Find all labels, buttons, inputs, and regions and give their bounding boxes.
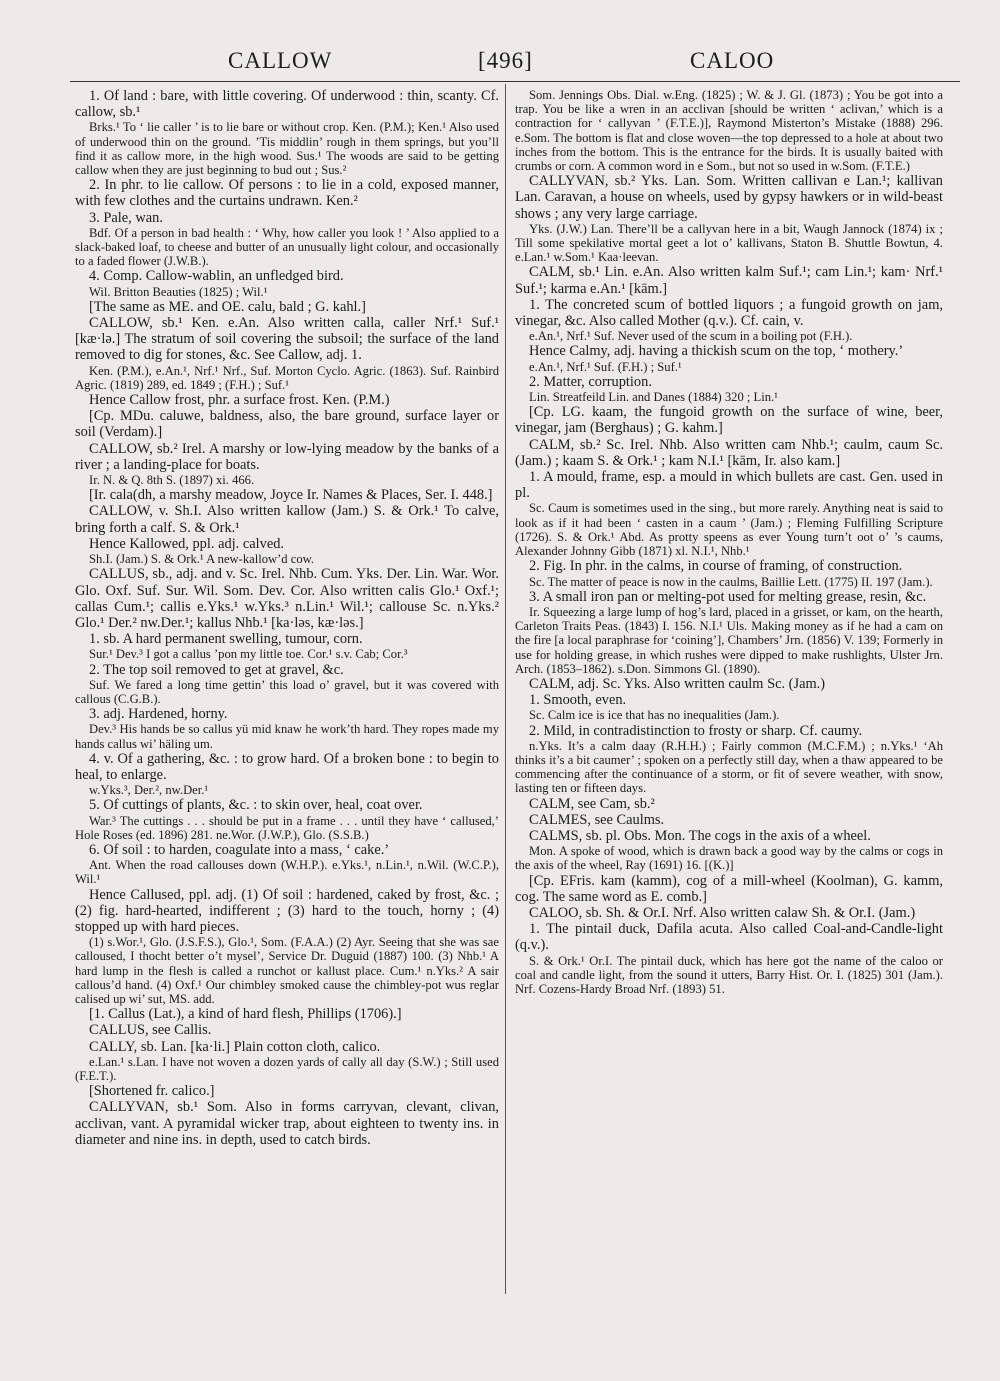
dictionary-entry: CALLUS, sb., adj. and v. Sc. Irel. Nhb. Cum. Yks. Der. Lin. War. Wor. Glo. Oxf. Suf. Sur. Wil. Som. Dev. Cor. Also written calis Glo.¹ Oxf.¹; callas Cum.¹; callis e.Yks.¹ w.Yks.³ n.Lin.¹ Wil.¹; callouse Sc. n.Yks.² Glo.¹ Der.² nw.Der.¹; kallus Nhb.¹ [ka·ləs, kæ·ləs.] [75,566,499,631]
dictionary-entry: CALM, see Cam, sb.² [529,795,655,812]
dictionary-sense: 2. The top soil removed to get at gravel, &c. [89,661,344,678]
dictionary-entry: CALLYVAN, sb.² Yks. Lan. Som. Written callivan e Lan.¹; kallivan Lan. Caravan, a house on wheels, used by gypsy hawkers or in wild-beast shows ; any very large carriage. [515,173,943,222]
dictionary-sense: 3. A small iron pan or melting-pot used for melting grease, resin, &c. [529,588,927,605]
dictionary-cite: e.Lan.¹ s.Lan. I have not woven a dozen yards of cally all day (S.W.) ; Still used (F.E.T.). [75,1054,499,1083]
dictionary-cite: Dev.³ His hands be so callus yü mid knaw he work’th hard. They ropes made my hands callus wi’ häling um. [75,722,499,751]
dictionary-entry: CALLOW, sb.¹ Ken. e.An. Also written calla, caller Nrf.¹ Suf.¹ [kæ·lə.] The stratum of soil covering the subsoil; the surface of the land removed to dig for stones, &c. See Callow, adj. 1. [75,315,499,364]
dictionary-sense: Hence Kallowed, ppl. adj. calved. [89,535,284,552]
running-header [70,44,960,84]
dictionary-cite: n.Yks. It’s a calm daay (R.H.H.) ; Fairly common (M.C.F.M.) ; n.Yks.¹ ‘Ah thinks it’s a bit caumer’ ; spoken on a perfectly still day, when a thaw appeared to be commencing after the continuance of a storm, or fit of severe weather, with snow, lasting ten or fifteen days. [515,738,943,796]
dictionary-sense: Hence Callused, ppl. adj. (1) Of soil : hardened, caked by frost, &c. ; (2) fig. hard-hearted, indifferent ; (3) hard to the touch, horny ; (4) stopped up with hard pieces. [75,886,499,935]
dictionary-sense: 6. Of soil : to harden, coagulate into a mass, ‘ cake.’ [89,841,390,858]
dictionary-cite: Sc. The matter of peace is now in the caulms, Baillie Lett. (1775) II. 197 (Jam.). [529,574,933,589]
dictionary-cite: Sc. Caum is sometimes used in the sing., but more rarely. Anything neat is said to look as if it had been ‘ casten in a caum ’ (Jam.) ; Fleming Fulfilling Scripture (1726). S. & Ork.¹ Abd. As protty speens as ever Young turn’t oot o’ ’s caums, Alexander Johnny Gibb (1871) xl. N.I.¹, Nhb.¹ [515,501,943,559]
dictionary-cite: S. & Ork.¹ Or.I. The pintail duck, which has here got the name of the caloo or coal and candle light, from the sound it utters, Barry Hist. Or. I. (1825) 301 (Jam.). Nrf. Cozens-Hardy Broad Nrf. (1893) 51. [515,953,943,996]
dictionary-sense: 5. Of cuttings of plants, &c. : to skin over, heal, coat over. [89,797,423,814]
dictionary-sense: [Shortened fr. calico.] [89,1083,215,1100]
dictionary-entry: CALLYVAN, sb.¹ Som. Also in forms carryvan, clevant, clivan, acclivan, vant. A pyramidal wicker trap, about eighteen to twenty ins. in diameter and nine ins. in depth, used to catch birds. [75,1099,499,1148]
dictionary-cite: Mon. A spoke of wood, which is drawn back a good way by the calms or cogs in the axis of the wheel, Ray (1691) 16. [(K.)] [515,844,943,873]
dictionary-entry: CALLY, sb. Lan. [ka·li.] Plain cotton cloth, calico. [89,1038,381,1055]
dictionary-sense: 1. sb. A hard permanent swelling, tumour, corn. [89,631,363,648]
header-left-headword: CALLOW [228,48,333,73]
dictionary-sense: [The same as ME. and OE. calu, bald ; G. kahl.] [89,298,366,315]
dictionary-entry: CALMES, see Caulms. [529,811,665,828]
dictionary-entry: CALM, adj. Sc. Yks. Also written caulm Sc. (Jam.) [529,675,826,692]
dictionary-sense: 1. The pintail duck, Dafila acuta. Also called Coal-and-Candle-light (q.v.). [515,921,943,954]
dictionary-entry: CALM, sb.² Sc. Irel. Nhb. Also written cam Nhb.¹; caulm, caum Sc. (Jam.) ; kaam S. & Ork.¹ ; kam N.I.¹ [kām, Ir. also kam.] [515,436,943,469]
dictionary-entry: CALM, sb.¹ Lin. e.An. Also written kalm Suf.¹; cam Lin.¹; kam· Nrf.¹ Suf.¹; karma e.An.¹ [kām.] [515,264,943,297]
dictionary-sense: 4. Comp. Callow-wablin, an unfledged bird. [89,268,344,285]
dictionary-sense: [Cp. EFris. kam (kamm), cog of a mill-wheel (Koolman), G. kamm, cog. The same word as E. comb.] [515,872,943,905]
dictionary-cite: Ant. When the road callouses down (W.H.P.). e.Yks.¹, n.Lin.¹, n.Wil. (W.C.P.), Wil.¹ [75,858,499,887]
dictionary-cite: Yks. (J.W.) Lan. There’ll be a callyvan here in a bit, Waugh Jannock (1874) ix ; Till some spekilative mortal geet a lot o’ kallivans, Staton B. Shuttle Bowtun, 4. e.Lan.¹ w.Som.¹ Kaa·leevan. [515,221,943,265]
dictionary-sense: 3. adj. Hardened, horny. [89,706,228,723]
dictionary-sense: 4. v. Of a gathering, &c. : to grow hard. Of a broken bone : to begin to heal, to enlarge. [75,750,499,783]
column-divider [505,84,506,1294]
dictionary-sense: 1. Of land : bare, with little covering. Of underwood : thin, scanty. Cf. callow, sb.¹ [75,88,499,121]
dictionary-cite: e.An.¹, Nrf.¹ Suf. Never used of the scum in a boiling pot (F.H.). [529,329,853,344]
dictionary-cite: e.An.¹, Nrf.¹ Suf. (F.H.) ; Suf.¹ [529,359,682,374]
dictionary-cite: Sur.¹ Dev.³ I got a callus ’pon my little toe. Cor.¹ s.v. Cab; Cor.³ [89,647,408,662]
dictionary-cite: Ir. Squeezing a large lump of hog’s lard, placed in a grisset, or kam, on the hearth, Carleton Traits Peas. (1843) I. 156. N.I.¹ Uls. Making money as if he had a cam on the fire [a local paraphrase for ‘coining’], Chambers’ Jrn. (1856) V. 139; Formerly in use for holding grease, in which rushes were dipped to make rushlights, Ulster Jrn. Arch. (1853–1862). s.Don. Simmons Gl. (1890). [515,604,943,676]
dictionary-entry: CALOO, sb. Sh. & Or.I. Nrf. Also written calaw Sh. & Or.I. (Jam.) [529,904,916,921]
dictionary-sense: 3. Pale, wan. [89,209,163,226]
dictionary-sense: Hence Callow frost, phr. a surface frost. Ken. (P.M.) [89,392,390,409]
dictionary-sense: 2. Fig. In phr. in the calms, in course of framing, of construction. [529,558,903,575]
dictionary-cite: Som. Jennings Obs. Dial. w.Eng. (1825) ; W. & J. Gl. (1873) ; You be got into a trap. You be like a wren in an acclivan [should be written ‘ aclivan,’ which is a contraction for ‘ callyvan ’ (F.T.E.)], Raymond Misterton’s Mistake (1888) 296. e.Som. The bottom is flat and close woven—the top depressed to a hole at about two inches from the bottom. This is the entrance for the birds. It is usually baited with crumbs or corn. A common word in e Som., but not so used in w.Som. (F.T.E.) [515,88,943,174]
dictionary-cite: Sh.I. (Jam.) S. & Ork.¹ A new-kallow’d cow. [89,552,315,567]
dictionary-cite: Sc. Calm ice is ice that has no inequalities (Jam.). [529,708,780,723]
dictionary-cite: Suf. We fared a long time gettin’ this load o’ gravel, but it was covered with callous (C.G.B.). [75,677,499,706]
dictionary-cite: War.³ The cuttings . . . should be put in a frame . . . until they have ‘ callused,’ Hole Roses (ed. 1896) 281. ne.Wor. (J.W.P.), Glo. (S.S.B.) [75,813,499,842]
dictionary-sense: [Ir. cala(dh, a marshy meadow, Joyce Ir. Names & Places, Ser. I. 448.] [89,487,493,504]
dictionary-entry: CALLOW, sb.² Irel. A marshy or low-lying meadow by the banks of a river ; a landing-place for boats. [75,440,499,473]
dictionary-cite: (1) s.Wor.¹, Glo. (J.S.F.S.), Glo.¹, Som. (F.A.A.) (2) Ayr. Seeing that she was sae calloused, I thocht better o’t mysel’, Service Dr. Duguid (1887) 100. (3) Nhb.¹ A hard lump in the flesh is called a runchot or kallust place. Cum.¹ n.Yks.² A sair callous’d hand. (4) Oxf.¹ Our chimbley smoked cause the chimbley-pot wus reglar calised up wi’ sut, MS. add. [75,935,499,1006]
header-rule [70,81,960,82]
header-right-headword: CALOO [690,48,775,73]
dictionary-cite: Ir. N. & Q. 8th S. (1897) xi. 466. [89,473,255,488]
dictionary-sense: 2. Mild, in contradistinction to frosty or sharp. Cf. caumy. [529,722,863,739]
dictionary-cite: w.Yks.³, Der.², nw.Der.¹ [89,783,209,798]
page-number: [496] [478,48,533,73]
dictionary-cite: Brks.¹ To ‘ lie caller ’ is to lie bare or without crop. Ken. (P.M.); Ken.¹ Also used of underwood thin on the ground. ’Tis middlin’ rough in them springs, but you’ll find it as callow more, in the high wood. Sus.¹ The woods are said to be getting callow when they are just beginning to bud out ; Sus.² [75,120,499,178]
dictionary-sense: 1. A mould, frame, esp. a mould in which bullets are cast. Gen. used in pl. [515,469,943,502]
left-column [75,88,499,1308]
dictionary-sense: [Cp. MDu. caluwe, baldness, also, the bare ground, surface layer or soil (Verdam).] [75,408,499,441]
dictionary-cite: Lin. Streatfeild Lin. and Danes (1884) 320 ; Lin.¹ [529,390,778,405]
dictionary-sense: 2. In phr. to lie callow. Of persons : to lie in a cold, exposed manner, with few clothes and the curtains undrawn. Ken.² [75,177,499,210]
dictionary-entry: CALLOW, v. Sh.I. Also written kallow (Jam.) S. & Ork.¹ To calve, bring forth a calf. S. & Ork.¹ [75,503,499,536]
dictionary-sense: Hence Calmy, adj. having a thickish scum on the top, ‘ mothery.’ [529,343,904,360]
dictionary-sense: [1. Callus (Lat.), a kind of hard flesh, Phillips (1706).] [89,1006,402,1023]
dictionary-sense: 1. The concreted scum of bottled liquors ; a fungoid growth on jam, vinegar, &c. Also called Mother (q.v.). Cf. cain, v. [515,296,943,330]
dictionary-entry: CALMS, sb. pl. Obs. Mon. The cogs in the axis of a wheel. [529,827,871,844]
dictionary-entry: CALLUS, see Callis. [89,1022,212,1039]
dictionary-sense: 2. Matter, corruption. [529,373,652,390]
dictionary-cite: Bdf. Of a person in bad health : ‘ Why, how caller you look ! ’ Also applied to a slack-baked loaf, to cheese and butter of an unusually light colour, and occasionally to a faded flower (J.W.B.). [75,225,499,269]
dictionary-sense: [Cp. LG. kaam, the fungoid growth on the surface of wine, beer, vinegar, jam (Berghaus) ; G. kahm.] [515,404,943,437]
dictionary-sense: 1. Smooth, even. [529,692,627,709]
dictionary-cite: Wil. Britton Beauties (1825) ; Wil.¹ [89,284,268,299]
right-column [515,88,943,1308]
dictionary-cite: Ken. (P.M.), e.An.¹, Nrf.¹ Nrf., Suf. Morton Cyclo. Agric. (1863). Suf. Rainbird Agric. (1819) 289, ed. 1849 ; (F.H.) ; Suf.¹ [75,363,499,392]
